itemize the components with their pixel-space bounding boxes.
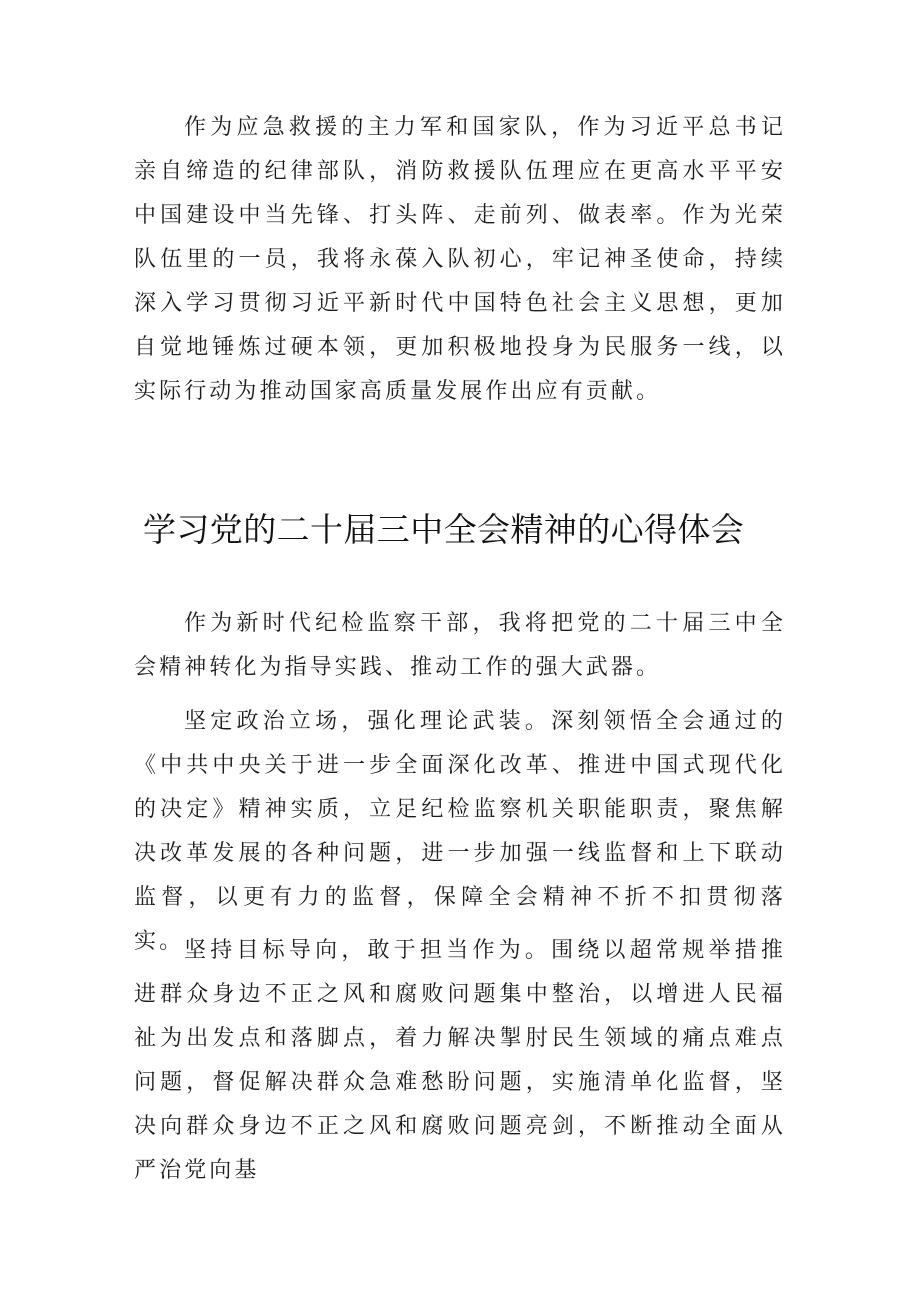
body-paragraph-1: 作为新时代纪检监察干部，我将把党的二十届三中全会精神转化为指导实践、推动工作的强大武器。 — [134, 611, 786, 680]
body-paragraph-3: 坚持目标导向，敢于担当作为。围绕以超常规举措推进群众身边不正之风和腐败问题集中整治，以增进人民福祉为出发点和落脚点，着力解决掣肘民生领域的痛点难点问题，督促解决群众急难愁盼问题，实施清单化监督，坚决向群众身边不正之风和腐败问题亮剑，不断推动全面从严治党向基 — [134, 938, 786, 1183]
section-title: 学习党的二十届三中全会精神的心得体会 — [143, 510, 745, 549]
body-paragraph-2: 坚定政治立场，强化理论武装。深刻领悟全会通过的《中共中央关于进一步全面深化改革、推进中国式现代化的决定》精神实质，立足纪检监察机关职能职责，聚焦解决改革发展的各种问题，进一步加强一线监督和上下联动监督，以更有力的监督，保障全会精神不折不扣贯彻落实。 — [134, 709, 786, 954]
intro-paragraph: 作为应急救援的主力军和国家队，作为习近平总书记亲自缔造的纪律部队，消防救援队伍理应在更高水平平安中国建设中当先锋、打头阵、走前列、做表率。作为光荣队伍里的一员，我将永葆入队初心，牢记神圣使命，持续深入学习贯彻习近平新时代中国特色社会主义思想，更加自觉地锤炼过硬本领，更加积极地投身为民服务一线，以实际行动为推动国家高质量发展作出应有贡献。 — [134, 115, 786, 404]
